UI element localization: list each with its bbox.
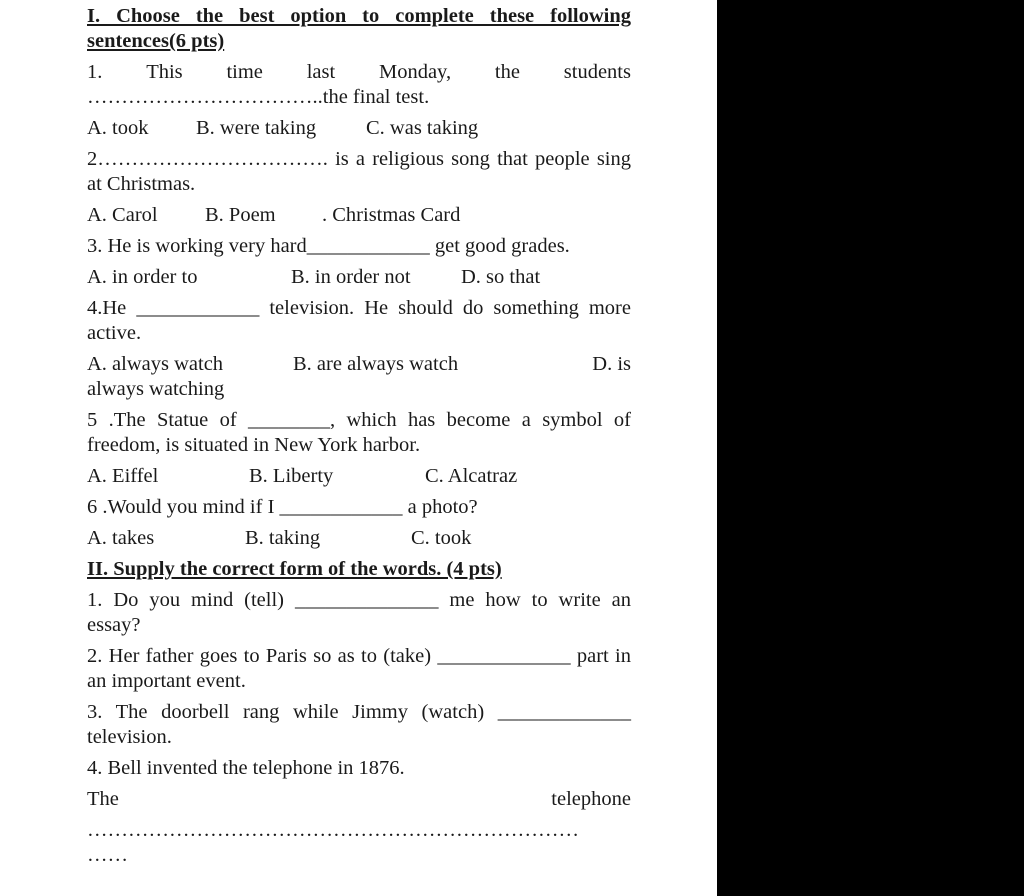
question-2: 2……………………………. is a religious song that people sing at Christmas. xyxy=(87,148,631,195)
rewrite-word-telephone: telephone xyxy=(551,788,631,810)
option-b[interactable]: B. Poem xyxy=(205,204,276,226)
q1-word: last xyxy=(306,61,336,83)
question-1 xyxy=(87,60,631,110)
option-a[interactable]: A. always watch xyxy=(87,353,224,375)
question-3-options xyxy=(87,265,631,290)
question-5: 5 .The Statue of ________, which has become a symbol of freedom, is situated in New York harbor. xyxy=(87,409,631,456)
option-a[interactable]: A. Carol xyxy=(87,204,158,226)
question-4-options-line2: always watching xyxy=(87,378,225,400)
option-b[interactable]: B. in order not xyxy=(291,266,411,288)
option-a[interactable]: A. took xyxy=(87,117,149,139)
question-1-line1 xyxy=(87,60,631,85)
section1-title: I. Choose the best option to complete these following sentences(6 pts) xyxy=(87,5,631,52)
rewrite-line-words xyxy=(87,787,631,812)
q1-word: This xyxy=(146,61,183,83)
option-c[interactable]: C. Alcatraz xyxy=(425,465,518,487)
option-d[interactable]: D. so that xyxy=(461,266,541,288)
section2-title: II. Supply the correct form of the words. (4 pts) xyxy=(87,558,502,580)
question-5-options xyxy=(87,464,631,489)
question-3: 3. He is working very hard____________ get good grades. xyxy=(87,235,570,257)
option-d[interactable]: D. is xyxy=(592,353,631,375)
q1-word: Monday, xyxy=(378,61,452,83)
option-c[interactable]: C. was taking xyxy=(366,117,479,139)
option-c[interactable]: C. took xyxy=(411,527,472,549)
question-4-options-line1 xyxy=(87,352,631,377)
rewrite-dotted-line: ……………………………………………………………… xyxy=(87,819,579,841)
worksheet-content xyxy=(87,4,631,868)
question-2-options xyxy=(87,203,631,228)
option-b[interactable]: B. are always watch xyxy=(293,353,459,375)
option-a[interactable]: A. Eiffel xyxy=(87,465,159,487)
question-1-line2: ……………………………..the final test. xyxy=(87,86,430,108)
rewrite-line xyxy=(87,787,631,868)
word-form-question-1: 1. Do you mind (tell) ______________ me how to write an essay? xyxy=(87,589,631,636)
q1-word: time xyxy=(226,61,263,83)
q1-word: students xyxy=(563,61,631,83)
rewrite-dotted-line-end: …… xyxy=(87,844,128,866)
q1-word: 1. xyxy=(87,61,103,83)
question-6-options xyxy=(87,526,631,551)
question-4: 4.He ____________ television. He should do something more active. xyxy=(87,297,631,344)
question-1-options xyxy=(87,116,631,141)
q1-word: the xyxy=(494,61,520,83)
option-a[interactable]: A. in order to xyxy=(87,266,198,288)
option-c[interactable]: . Christmas Card xyxy=(322,204,461,226)
word-form-question-3: 3. The doorbell rang while Jimmy (watch) _____________ television. xyxy=(87,701,631,748)
option-a[interactable]: A. takes xyxy=(87,527,155,549)
rewrite-word-the: The xyxy=(87,788,119,810)
question-6: 6 .Would you mind if I ____________ a photo? xyxy=(87,496,478,518)
word-form-question-4: 4. Bell invented the telephone in 1876. xyxy=(87,757,405,779)
option-b[interactable]: B. taking xyxy=(245,527,321,549)
word-form-question-2: 2. Her father goes to Paris so as to (take) _____________ part in an important event. xyxy=(87,645,631,692)
question-4-options xyxy=(87,352,631,402)
option-b[interactable]: B. were taking xyxy=(196,117,317,139)
option-b[interactable]: B. Liberty xyxy=(249,465,334,487)
